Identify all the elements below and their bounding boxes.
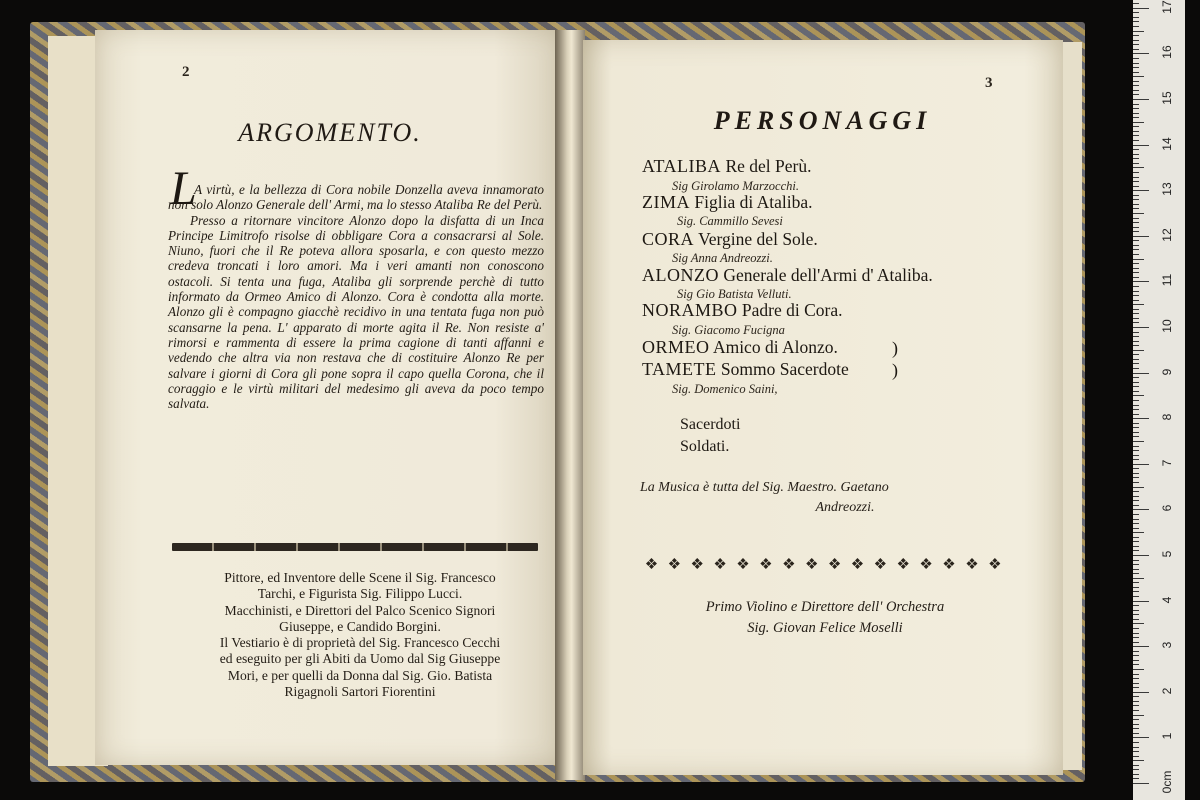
ruler-tick [1133, 459, 1139, 460]
ruler-tick [1133, 272, 1139, 273]
ruler-tick [1133, 405, 1139, 406]
ruler-tick [1133, 227, 1139, 228]
ruler-tick [1133, 377, 1139, 378]
ruler-tick [1133, 464, 1149, 465]
ruler-label: 2 [1160, 687, 1174, 695]
grouping-brace: ) [892, 360, 898, 380]
ruler-tick [1133, 277, 1139, 278]
ruler-tick [1133, 751, 1139, 752]
ruler-tick [1133, 701, 1139, 702]
ornament-glyph: ❖ [850, 557, 865, 573]
ruler-tick [1133, 354, 1139, 355]
ornament-glyph: ❖ [736, 557, 750, 573]
credit-line: ed eseguito per gli Abiti da Uomo dal Sig Giuseppe [219, 651, 501, 667]
credit-line: Rigagnoli Sartori Fiorentini [284, 684, 436, 700]
ruler-tick [1133, 81, 1139, 82]
ruler-tick [1133, 692, 1149, 693]
character-entry [642, 229, 818, 250]
argomento-paragraph: A virtù, e la bellezza di Cora nobile Donzella aveva innamorato non solo Alonzo Generale dell' Armi, ma lo stesso Ataliba Re del Perù. [168, 182, 544, 213]
ruler-tick [1133, 259, 1144, 260]
character-entry [642, 359, 849, 380]
ruler-tick [1133, 737, 1149, 738]
credit-line: Mori, e per quelli da Donna dal Sig. Gio. Batista [227, 667, 493, 683]
ruler-tick [1133, 477, 1139, 478]
ruler-tick [1133, 651, 1139, 652]
character-name: CORA [642, 229, 695, 249]
ruler-tick [1133, 154, 1139, 155]
ruler-tick [1133, 550, 1139, 551]
ruler-tick [1133, 195, 1139, 196]
character-name: ZIMA [642, 192, 690, 212]
ruler-tick [1133, 728, 1139, 729]
ruler-tick [1133, 341, 1139, 342]
ruler-tick [1133, 500, 1139, 501]
ruler-tick [1133, 345, 1139, 346]
character-role: Generale dell'Armi d' Ataliba. [723, 265, 933, 285]
ruler-tick [1133, 26, 1139, 27]
ruler-tick [1133, 400, 1139, 401]
character-name: ORMEO [642, 337, 710, 357]
ruler-label: 0cm [1160, 770, 1174, 794]
character-name: ATALIBA [642, 156, 722, 176]
right-page-number: 3 [985, 75, 993, 91]
right-page [583, 40, 1063, 775]
ruler-tick [1133, 610, 1139, 611]
ruler-tick [1133, 637, 1139, 638]
singer-name: Sig. Cammillo Sevesi [677, 214, 783, 228]
ruler-tick [1133, 309, 1139, 310]
argomento-title: ARGOMENTO. [238, 118, 422, 147]
right-page-edge [1060, 42, 1082, 770]
ruler-tick [1133, 386, 1139, 387]
ruler-tick [1133, 117, 1139, 118]
ruler-tick [1133, 263, 1139, 264]
credit-line: Macchinisti, e Direttori del Palco Scenico Signori [224, 602, 496, 618]
ruler-tick [1133, 17, 1139, 18]
ruler-tick [1133, 642, 1139, 643]
ruler-tick [1133, 240, 1139, 241]
ruler-tick [1133, 674, 1139, 675]
ruler-tick [1133, 3, 1139, 4]
ruler-tick [1133, 131, 1139, 132]
ruler-tick [1133, 90, 1139, 91]
ruler-tick [1133, 705, 1139, 706]
argomento-paragraph: Presso a ritornare vincitore Alonzo dopo la disfatta di un Inca Principe Limitrofo risolse di obbligare Cora a consacrarsi al Sole. Niuno, fuori che il Re poteva allora sposarla, e con questo mezzo credeva troncati i loro amori. Ma i veri amanti non conoscono ostacoli. Si tenta una fuga, Ataliba gli sorprende perchè di tutto informato da Ormeo Amico di Alonzo. Cora è condotta alla morte. Alonzo gli è compagno giacchè recidivo in una tentata fuga non può scansarne la pena. L' apparato di morte agita il Re. Non resiste a' rimorsi e rammenta di essere la prima cagione di tanti affanni e vedendo che altra via non restava che di costituire Alonzo Re per salvare i giorni di Cora gli pone sopra il capo quella Corona, che il coraggio e le virtù militari del medesimo gli aveva da poco tempo salvata. [168, 212, 544, 412]
credit-line: Il Vestiario è di proprietà del Sig. Francesco Cecchi [219, 635, 501, 651]
ruler-tick [1133, 528, 1139, 529]
ruler-tick [1133, 21, 1139, 22]
ornament-glyph: ❖ [919, 557, 933, 573]
ruler-tick [1133, 63, 1139, 64]
ruler-tick [1133, 482, 1139, 483]
ruler-tick [1133, 181, 1139, 182]
ruler-tick [1133, 295, 1139, 296]
ornament-glyph: ❖ [782, 557, 796, 573]
ruler-tick [1133, 373, 1149, 374]
ruler-tick [1133, 304, 1144, 305]
ruler-tick [1133, 199, 1139, 200]
ruler-tick [1133, 560, 1139, 561]
ruler-label: 8 [1160, 413, 1174, 421]
ruler-tick [1133, 322, 1139, 323]
extra-role: Sacerdoti [680, 416, 741, 433]
ruler-tick [1133, 774, 1139, 775]
ruler-tick [1133, 655, 1139, 656]
ornament-glyph: ❖ [644, 557, 659, 573]
ruler-tick [1133, 468, 1139, 469]
ruler-tick [1133, 99, 1149, 100]
ruler-tick [1133, 578, 1144, 579]
singer-name: Sig. Domenico Saini, [672, 382, 778, 396]
ruler-tick [1133, 300, 1139, 301]
ruler-tick [1133, 145, 1149, 146]
ruler-tick [1133, 108, 1139, 109]
ruler-tick [1133, 769, 1139, 770]
violin-credit [640, 597, 1010, 639]
ruler-tick [1133, 76, 1144, 77]
ruler-tick [1133, 710, 1139, 711]
ruler-tick [1133, 747, 1139, 748]
ruler-tick [1133, 756, 1139, 757]
singer-name: Sig Gio Batista Velluti. [677, 287, 792, 301]
ruler-tick [1133, 605, 1139, 606]
ruler-tick [1133, 313, 1139, 314]
ornament-glyph: ❖ [713, 557, 727, 573]
left-page-number: 2 [182, 64, 190, 80]
ruler-tick [1133, 683, 1139, 684]
ruler-tick [1133, 163, 1139, 164]
ruler-label: 1 [1160, 733, 1174, 740]
decorative-rule [172, 543, 538, 551]
ruler-tick [1133, 53, 1149, 54]
ruler-tick [1133, 94, 1139, 95]
music-credit [640, 478, 1010, 518]
ruler-tick [1133, 450, 1139, 451]
ruler-tick [1133, 783, 1149, 784]
ruler-tick [1133, 236, 1149, 237]
ruler-tick [1133, 628, 1139, 629]
ruler-tick [1133, 724, 1139, 725]
ruler-tick [1133, 332, 1139, 333]
singer-name: Sig Girolamo Marzocchi. [672, 179, 799, 193]
ruler-tick [1133, 418, 1149, 419]
ruler-tick [1133, 104, 1139, 105]
ruler-tick [1133, 249, 1139, 250]
ruler-tick [1133, 113, 1139, 114]
ruler-tick [1133, 715, 1144, 716]
ruler-tick [1133, 49, 1139, 50]
ruler-label: 11 [1160, 274, 1174, 287]
character-role: Padre di Cora. [741, 300, 843, 320]
ruler-tick [1133, 546, 1139, 547]
ruler-tick [1133, 67, 1139, 68]
ruler-label: 3 [1160, 641, 1174, 649]
ruler-tick [1133, 172, 1139, 173]
ruler-tick [1133, 532, 1144, 533]
ruler-tick [1133, 245, 1139, 246]
ruler-tick [1133, 286, 1139, 287]
ruler-tick [1133, 582, 1139, 583]
ruler-label: 12 [1160, 228, 1174, 242]
ruler-label: 6 [1160, 505, 1174, 512]
character-entry [642, 265, 933, 286]
credit-line: Tarchi, e Figurista Sig. Filippo Lucci. [257, 586, 463, 602]
ruler-tick [1133, 359, 1139, 360]
violin-credit-line: Sig. Giovan Felice Moselli [747, 620, 903, 636]
ruler-tick [1133, 455, 1139, 456]
ruler-tick [1133, 122, 1144, 123]
ruler-tick [1133, 254, 1139, 255]
ruler-tick [1133, 491, 1139, 492]
ruler-tick [1133, 190, 1149, 191]
ruler-tick [1133, 382, 1139, 383]
ruler-tick [1133, 614, 1139, 615]
ruler-label: 16 [1160, 45, 1174, 60]
ruler-tick [1133, 596, 1139, 597]
character-entry [642, 337, 838, 358]
ruler-tick [1133, 646, 1149, 647]
ruler-tick [1133, 564, 1139, 565]
character-name: TAMETE [642, 359, 717, 379]
ruler-tick [1133, 222, 1139, 223]
character-role: Re del Perù. [725, 156, 812, 176]
ruler-tick [1133, 140, 1139, 141]
personaggi-title: PERSONAGGI [713, 106, 932, 135]
ornament-glyph: ❖ [804, 557, 819, 573]
ruler-tick [1133, 395, 1144, 396]
ruler-tick [1133, 446, 1139, 447]
ornament-glyph: ❖ [690, 557, 704, 573]
character-entry [642, 156, 811, 177]
ruler-tick [1133, 591, 1139, 592]
ruler-tick [1133, 149, 1139, 150]
ruler-tick [1133, 669, 1144, 670]
ruler-tick [1133, 414, 1139, 415]
ruler-tick [1133, 281, 1149, 282]
ruler-tick [1133, 391, 1139, 392]
ruler-label: 5 [1160, 550, 1174, 558]
music-credit-line: La Musica è tutta del Sig. Maestro. Gaetano [640, 480, 889, 495]
ruler-tick [1133, 623, 1144, 624]
ruler-tick [1133, 505, 1139, 506]
ruler-tick [1133, 541, 1139, 542]
character-role: Figlia di Ataliba. [694, 192, 813, 212]
ruler-tick [1133, 44, 1139, 45]
ruler-tick [1133, 336, 1139, 337]
ruler-tick [1133, 569, 1139, 570]
character-entry [642, 300, 843, 321]
ruler-tick [1133, 519, 1139, 520]
ruler-tick [1133, 218, 1139, 219]
ruler-label: 14 [1160, 136, 1174, 151]
ornament-glyph: ❖ [896, 557, 910, 573]
ruler-tick [1133, 441, 1144, 442]
ruler-tick [1133, 204, 1139, 205]
ruler-tick [1133, 158, 1139, 159]
music-credit-line: Andreozzi. [815, 500, 875, 515]
ornament-glyph: ❖ [827, 557, 842, 573]
ruler-tick [1133, 167, 1144, 168]
ruler-tick [1133, 633, 1139, 634]
ruler-label: 7 [1160, 459, 1174, 467]
ruler-tick [1133, 186, 1139, 187]
ruler-tick [1133, 409, 1139, 410]
ruler-tick [1133, 473, 1139, 474]
ruler-label: 17 [1160, 0, 1174, 14]
grouping-brace: ) [892, 338, 898, 358]
ruler-tick [1133, 213, 1144, 214]
ornament-glyph: ❖ [667, 557, 682, 573]
ruler-tick [1133, 363, 1139, 364]
ruler-tick [1133, 509, 1149, 510]
drop-cap: L [170, 162, 197, 215]
ruler-tick [1133, 35, 1139, 36]
ruler-tick [1133, 587, 1139, 588]
ruler-tick [1133, 687, 1139, 688]
ruler-tick [1133, 8, 1149, 9]
ruler-tick [1133, 678, 1139, 679]
ruler-tick [1133, 58, 1139, 59]
ruler-tick [1133, 40, 1139, 41]
ruler-tick [1133, 208, 1139, 209]
credit-line: Giuseppe, e Candido Borgini. [279, 618, 441, 634]
ornament-glyph: ❖ [942, 557, 956, 573]
character-entry [642, 192, 813, 213]
argomento-text [168, 182, 544, 411]
ruler-tick [1133, 719, 1139, 720]
ruler-tick [1133, 537, 1139, 538]
ruler-tick [1133, 231, 1139, 232]
ruler-label: 13 [1160, 182, 1174, 196]
ruler-tick [1133, 742, 1139, 743]
ruler-tick [1133, 619, 1139, 620]
character-role: Sommo Sacerdote [720, 359, 849, 379]
ornament-glyph: ❖ [873, 557, 888, 573]
character-name: ALONZO [642, 265, 719, 285]
ruler-tick [1133, 523, 1139, 524]
credit-line: Pittore, ed Inventore delle Scene il Sig. Francesco [224, 570, 496, 585]
ruler-tick [1133, 318, 1139, 319]
character-name: NORAMBO [642, 300, 738, 320]
ruler-tick [1133, 496, 1139, 497]
measurement-ruler [1133, 0, 1185, 800]
singer-name: Sig Anna Andreozzi. [672, 251, 773, 265]
singer-name: Sig. Giacomo Fucigna [672, 323, 785, 337]
ruler-tick [1133, 85, 1139, 86]
ruler-tick [1133, 423, 1139, 424]
ruler-tick [1133, 733, 1139, 734]
ruler-label: 4 [1160, 596, 1174, 603]
ruler-tick [1133, 31, 1144, 32]
ruler-tick [1133, 664, 1139, 665]
ornament-glyph: ❖ [759, 557, 773, 573]
ruler-tick [1133, 778, 1139, 779]
ruler-tick [1133, 487, 1144, 488]
ruler-tick [1133, 327, 1149, 328]
character-role: Vergine del Sole. [698, 229, 818, 249]
extra-role: Soldati. [680, 438, 730, 455]
ruler-tick [1133, 436, 1139, 437]
character-role: Amico di Alonzo. [712, 337, 838, 357]
ornament-border [640, 555, 1008, 577]
production-credits [150, 570, 570, 700]
ruler-label: 10 [1160, 319, 1174, 333]
ruler-tick [1133, 350, 1144, 351]
ruler-tick [1133, 765, 1139, 766]
ruler-label: 15 [1160, 91, 1174, 105]
ruler-tick [1133, 126, 1139, 127]
ornament-glyph: ❖ [988, 557, 1002, 573]
ruler-tick [1133, 696, 1139, 697]
ruler-tick [1133, 72, 1139, 73]
ruler-tick [1133, 555, 1149, 556]
ruler-tick [1133, 760, 1144, 761]
ruler-tick [1133, 427, 1139, 428]
violin-credit-line: Primo Violino e Direttore dell' Orchestra [705, 599, 945, 615]
ruler-tick [1133, 268, 1139, 269]
ruler-tick [1133, 12, 1139, 13]
ruler-tick [1133, 573, 1139, 574]
ruler-tick [1133, 135, 1139, 136]
ruler-label: 9 [1160, 368, 1174, 375]
ruler-tick [1133, 601, 1149, 602]
ruler-tick [1133, 514, 1139, 515]
ruler-tick [1133, 660, 1139, 661]
ornament-glyph: ❖ [965, 557, 979, 573]
ruler-tick [1133, 177, 1139, 178]
ruler-tick [1133, 291, 1139, 292]
ruler-tick [1133, 432, 1139, 433]
ruler-tick [1133, 368, 1139, 369]
